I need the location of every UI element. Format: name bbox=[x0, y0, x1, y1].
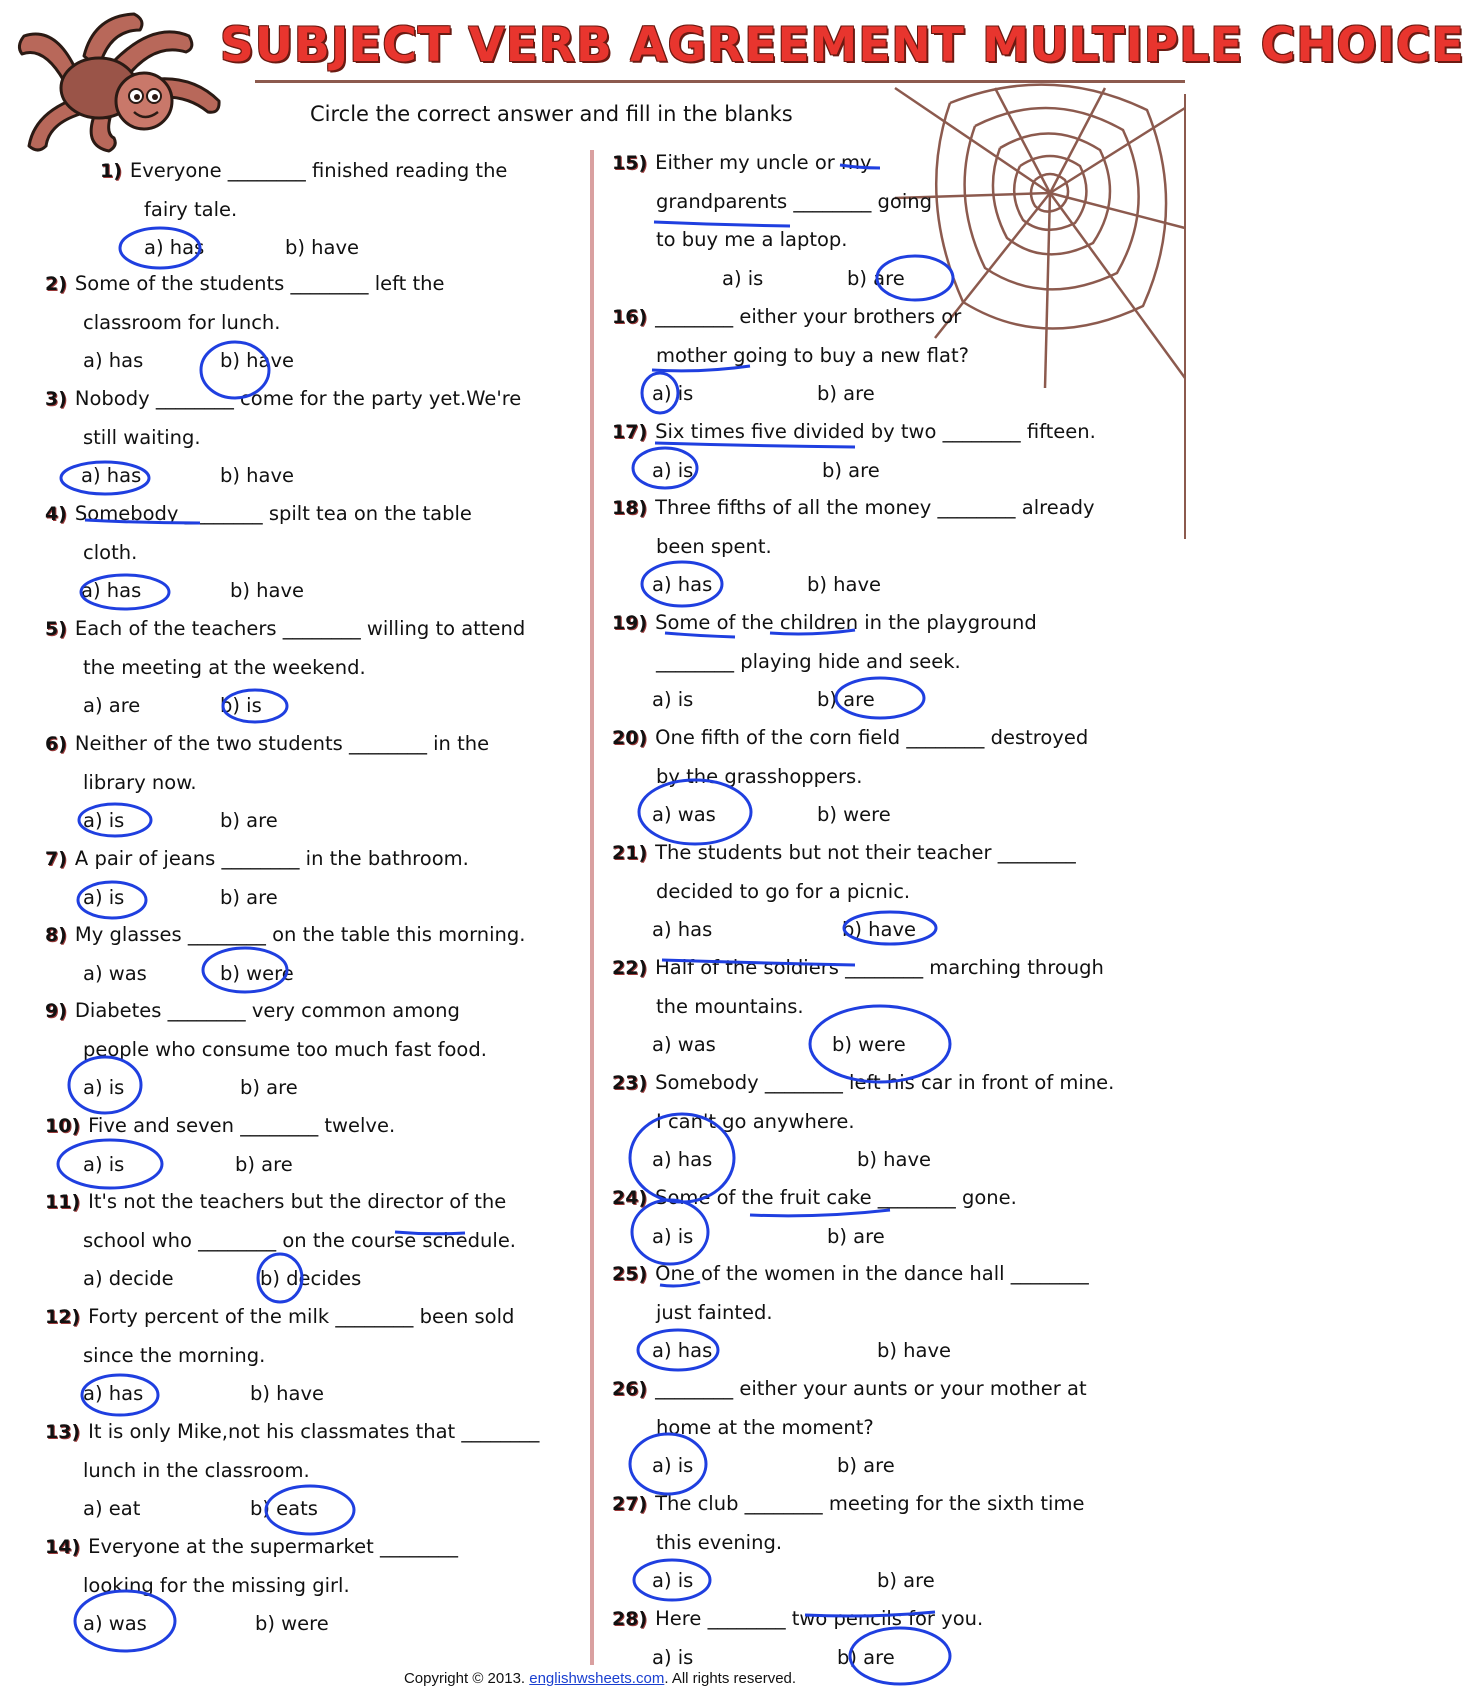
question-number: 16) bbox=[612, 306, 648, 328]
option-a[interactable]: a) has bbox=[652, 573, 713, 596]
question-number: 21) bbox=[612, 842, 648, 864]
column-divider bbox=[590, 150, 594, 1665]
option-a[interactable]: a) is bbox=[652, 1569, 694, 1592]
option-b[interactable]: b) are bbox=[817, 382, 875, 405]
option-b[interactable]: b) are bbox=[240, 1076, 298, 1099]
option-b[interactable]: b) have bbox=[285, 236, 360, 259]
question-6 bbox=[45, 725, 590, 841]
question-11 bbox=[45, 1183, 590, 1299]
question-text: since the morning. bbox=[83, 1343, 266, 1367]
question-number: 20) bbox=[612, 727, 648, 749]
question-text: home at the moment? bbox=[656, 1415, 874, 1439]
instruction-text: Circle the correct answer and fill in the blanks bbox=[310, 102, 793, 126]
option-b[interactable]: b) were bbox=[255, 1612, 329, 1635]
option-a[interactable]: a) decide bbox=[83, 1267, 174, 1290]
question-16 bbox=[612, 298, 1190, 414]
option-a[interactable]: a) is bbox=[83, 885, 125, 909]
question-text: school who ________ on the course schedule. bbox=[83, 1228, 517, 1252]
question-12 bbox=[45, 1298, 590, 1414]
question-text: Somebody ________ spilt tea on the table bbox=[74, 502, 472, 525]
question-text: Neither of the two students ________ in the bbox=[74, 732, 490, 755]
question-text: lunch in the classroom. bbox=[83, 1458, 310, 1482]
question-27 bbox=[612, 1485, 1190, 1601]
question-number: 24) bbox=[612, 1187, 648, 1209]
question-20 bbox=[612, 719, 1190, 835]
question-28 bbox=[612, 1600, 1190, 1677]
option-b[interactable]: b) are bbox=[220, 809, 278, 832]
option-b[interactable]: b) have bbox=[220, 464, 295, 487]
option-a[interactable]: a) eat bbox=[83, 1497, 141, 1520]
question-19 bbox=[612, 604, 1190, 720]
question-text: Six times five divided by two ________ fifteen. bbox=[655, 420, 1096, 443]
option-b[interactable]: b) are bbox=[847, 266, 905, 290]
question-text: Here ________ two pencils for you. bbox=[655, 1607, 984, 1630]
option-a[interactable]: a) was bbox=[83, 1612, 147, 1635]
option-a[interactable]: a) has bbox=[81, 579, 142, 602]
option-a[interactable]: a) is bbox=[652, 1224, 694, 1248]
question-18 bbox=[612, 489, 1190, 605]
option-b[interactable]: b) are bbox=[827, 1224, 885, 1248]
question-number: 13) bbox=[45, 1421, 81, 1443]
question-number: 4) bbox=[45, 503, 67, 525]
option-a[interactable]: a) is bbox=[83, 1152, 125, 1176]
option-a[interactable]: a) is bbox=[652, 688, 694, 711]
question-number: 3) bbox=[45, 388, 67, 410]
question-text: Everyone ________ finished reading the bbox=[129, 159, 508, 182]
question-number: 11) bbox=[45, 1191, 81, 1213]
question-text: My glasses ________ on the table this morning. bbox=[74, 923, 526, 946]
option-b[interactable]: b) are bbox=[817, 688, 875, 711]
question-text: Somebody ________ left his car in front of mine. bbox=[655, 1071, 1115, 1094]
question-text: been spent. bbox=[656, 534, 772, 558]
option-b[interactable]: b) have bbox=[857, 1148, 932, 1171]
question-text: this evening. bbox=[656, 1530, 783, 1554]
option-b[interactable]: b) were bbox=[832, 1033, 906, 1056]
question-15 bbox=[612, 144, 1190, 298]
option-a[interactable]: a) was bbox=[652, 1033, 716, 1056]
option-b[interactable]: b) eats bbox=[250, 1497, 318, 1520]
option-b[interactable]: b) were bbox=[220, 961, 294, 985]
question-number: 19) bbox=[612, 612, 648, 634]
option-a[interactable]: a) has bbox=[652, 918, 713, 941]
option-a[interactable]: a) is bbox=[652, 1454, 694, 1477]
question-25 bbox=[612, 1255, 1190, 1371]
question-text: Three fifths of all the money ________ already bbox=[655, 496, 1095, 519]
option-a[interactable]: a) is bbox=[652, 382, 694, 405]
question-23 bbox=[612, 1064, 1190, 1180]
question-5 bbox=[45, 610, 590, 726]
question-number: 6) bbox=[45, 733, 67, 755]
question-text: It is only Mike,not his classmates that ________ bbox=[88, 1420, 540, 1443]
option-b[interactable]: b) are bbox=[837, 1454, 895, 1477]
question-text: Nobody ________ come for the party yet.We're bbox=[74, 387, 522, 410]
question-number: 2) bbox=[45, 273, 67, 295]
option-a[interactable]: a) are bbox=[83, 694, 141, 717]
option-a[interactable]: a) was bbox=[652, 803, 716, 826]
question-3 bbox=[45, 380, 590, 496]
option-b[interactable]: b) are bbox=[877, 1569, 935, 1592]
question-number: 26) bbox=[612, 1378, 648, 1400]
option-a[interactable]: a) is bbox=[722, 266, 764, 290]
footer bbox=[0, 1670, 1200, 1687]
question-text: looking for the missing girl. bbox=[83, 1573, 350, 1597]
title-underline bbox=[255, 80, 1185, 83]
question-text: decided to go for a picnic. bbox=[656, 879, 911, 903]
site-link[interactable]: englishwsheets.com bbox=[529, 1670, 665, 1687]
question-number: 22) bbox=[612, 957, 648, 979]
question-text: A pair of jeans ________ in the bathroom. bbox=[74, 847, 469, 870]
question-number: 10) bbox=[45, 1115, 81, 1137]
question-number: 5) bbox=[45, 618, 67, 640]
question-text: Each of the teachers ________ willing to attend bbox=[74, 617, 526, 640]
option-a[interactable]: a) is bbox=[652, 458, 694, 482]
question-26 bbox=[612, 1370, 1190, 1486]
option-a[interactable]: a) has bbox=[83, 1382, 144, 1405]
question-21 bbox=[612, 834, 1190, 950]
question-number: 7) bbox=[45, 848, 67, 870]
option-a[interactable]: a) is bbox=[652, 1645, 694, 1669]
option-b[interactable]: b) have bbox=[842, 918, 917, 941]
question-number: 15) bbox=[612, 152, 648, 174]
question-number: 28) bbox=[612, 1608, 648, 1630]
option-a[interactable]: a) has bbox=[81, 464, 142, 487]
question-text: Some of the children in the playground bbox=[655, 611, 1037, 634]
option-b[interactable]: b) is bbox=[220, 694, 262, 717]
option-b[interactable]: b) were bbox=[817, 803, 891, 826]
option-a[interactable]: a) has bbox=[652, 1148, 713, 1171]
question-text: Either my uncle or my bbox=[655, 151, 872, 174]
option-b[interactable]: b) are bbox=[220, 885, 278, 909]
question-text: One of the women in the dance hall ________ bbox=[655, 1262, 1089, 1285]
option-b[interactable]: b) decides bbox=[260, 1267, 362, 1290]
option-b[interactable]: b) have bbox=[807, 573, 882, 596]
question-text: Everyone at the supermarket ________ bbox=[88, 1535, 458, 1558]
question-text: ________ either your brothers or bbox=[655, 305, 962, 328]
question-number: 18) bbox=[612, 497, 648, 519]
option-a[interactable]: a) has bbox=[83, 349, 144, 372]
question-1 bbox=[100, 152, 590, 268]
question-text: to buy me a laptop. bbox=[656, 228, 848, 251]
option-b[interactable]: b) have bbox=[877, 1339, 952, 1362]
question-text: grandparents ________ going bbox=[656, 189, 933, 213]
question-8 bbox=[45, 916, 590, 993]
question-text: fairy tale. bbox=[144, 197, 238, 221]
question-text: mother going to buy a new flat? bbox=[656, 343, 969, 367]
question-text: ________ playing hide and seek. bbox=[656, 649, 961, 673]
question-text: just fainted. bbox=[656, 1300, 773, 1324]
question-10 bbox=[45, 1107, 590, 1184]
copyright-text: Copyright © 2013. bbox=[403, 1670, 530, 1687]
question-text: Forty percent of the milk ________ been sold bbox=[88, 1305, 515, 1328]
option-b[interactable]: b) have bbox=[220, 349, 295, 372]
question-number: 17) bbox=[612, 421, 648, 443]
option-a[interactable]: a) has bbox=[144, 236, 205, 259]
question-number: 14) bbox=[45, 1536, 81, 1558]
question-text: ________ either your aunts or your mother at bbox=[655, 1377, 1087, 1400]
option-b[interactable]: b) have bbox=[250, 1382, 325, 1405]
question-text: The club ________ meeting for the sixth time bbox=[655, 1492, 1085, 1515]
question-text: It's not the teachers but the director of the bbox=[88, 1190, 507, 1213]
option-a[interactable]: a) has bbox=[652, 1339, 713, 1362]
question-text: I can't go anywhere. bbox=[656, 1109, 855, 1133]
question-7 bbox=[45, 840, 590, 917]
question-number: 12) bbox=[45, 1306, 81, 1328]
option-b[interactable]: b) are bbox=[822, 458, 880, 482]
question-text: the mountains. bbox=[656, 994, 804, 1018]
question-17 bbox=[612, 413, 1190, 490]
question-text: by the grasshoppers. bbox=[656, 764, 863, 788]
option-b[interactable]: b) have bbox=[230, 579, 305, 602]
question-4 bbox=[45, 495, 590, 611]
question-number: 25) bbox=[612, 1263, 648, 1285]
question-number: 27) bbox=[612, 1493, 648, 1515]
question-2 bbox=[45, 265, 590, 381]
question-text: classroom for lunch. bbox=[83, 310, 281, 334]
question-22 bbox=[612, 949, 1190, 1065]
question-9 bbox=[45, 992, 590, 1108]
question-13 bbox=[45, 1413, 590, 1529]
rights-text: . All rights reserved. bbox=[664, 1670, 797, 1687]
option-b[interactable]: b) are bbox=[837, 1645, 895, 1669]
question-text: the meeting at the weekend. bbox=[83, 655, 366, 679]
question-24 bbox=[612, 1179, 1190, 1256]
question-number: 23) bbox=[612, 1072, 648, 1094]
option-a[interactable]: a) was bbox=[83, 961, 147, 985]
question-text: Some of the fruit cake ________ gone. bbox=[655, 1186, 1017, 1209]
question-text: library now. bbox=[83, 770, 197, 794]
option-b[interactable]: b) are bbox=[235, 1152, 293, 1176]
question-text: cloth. bbox=[83, 540, 138, 564]
worksheet-title: SUBJECT VERB AGREEMENT MULTIPLE CHOICE bbox=[220, 18, 1465, 73]
option-a[interactable]: a) is bbox=[83, 809, 125, 832]
question-number: 1) bbox=[100, 160, 122, 182]
question-text: Half of the soldiers ________ marching through bbox=[655, 956, 1104, 979]
question-text: Some of the students ________ left the bbox=[74, 272, 445, 295]
question-text: The students but not their teacher ________ bbox=[655, 841, 1076, 864]
question-number: 8) bbox=[45, 924, 67, 946]
question-number: 9) bbox=[45, 1000, 67, 1022]
question-text: people who consume too much fast food. bbox=[83, 1037, 487, 1061]
question-14 bbox=[45, 1528, 590, 1644]
question-text: Diabetes ________ very common among bbox=[74, 999, 460, 1022]
question-text: still waiting. bbox=[83, 425, 201, 449]
question-text: One fifth of the corn field ________ destroyed bbox=[655, 726, 1089, 749]
spider-illustration bbox=[14, 6, 254, 156]
option-a[interactable]: a) is bbox=[83, 1076, 125, 1099]
question-text: Five and seven ________ twelve. bbox=[88, 1114, 396, 1137]
